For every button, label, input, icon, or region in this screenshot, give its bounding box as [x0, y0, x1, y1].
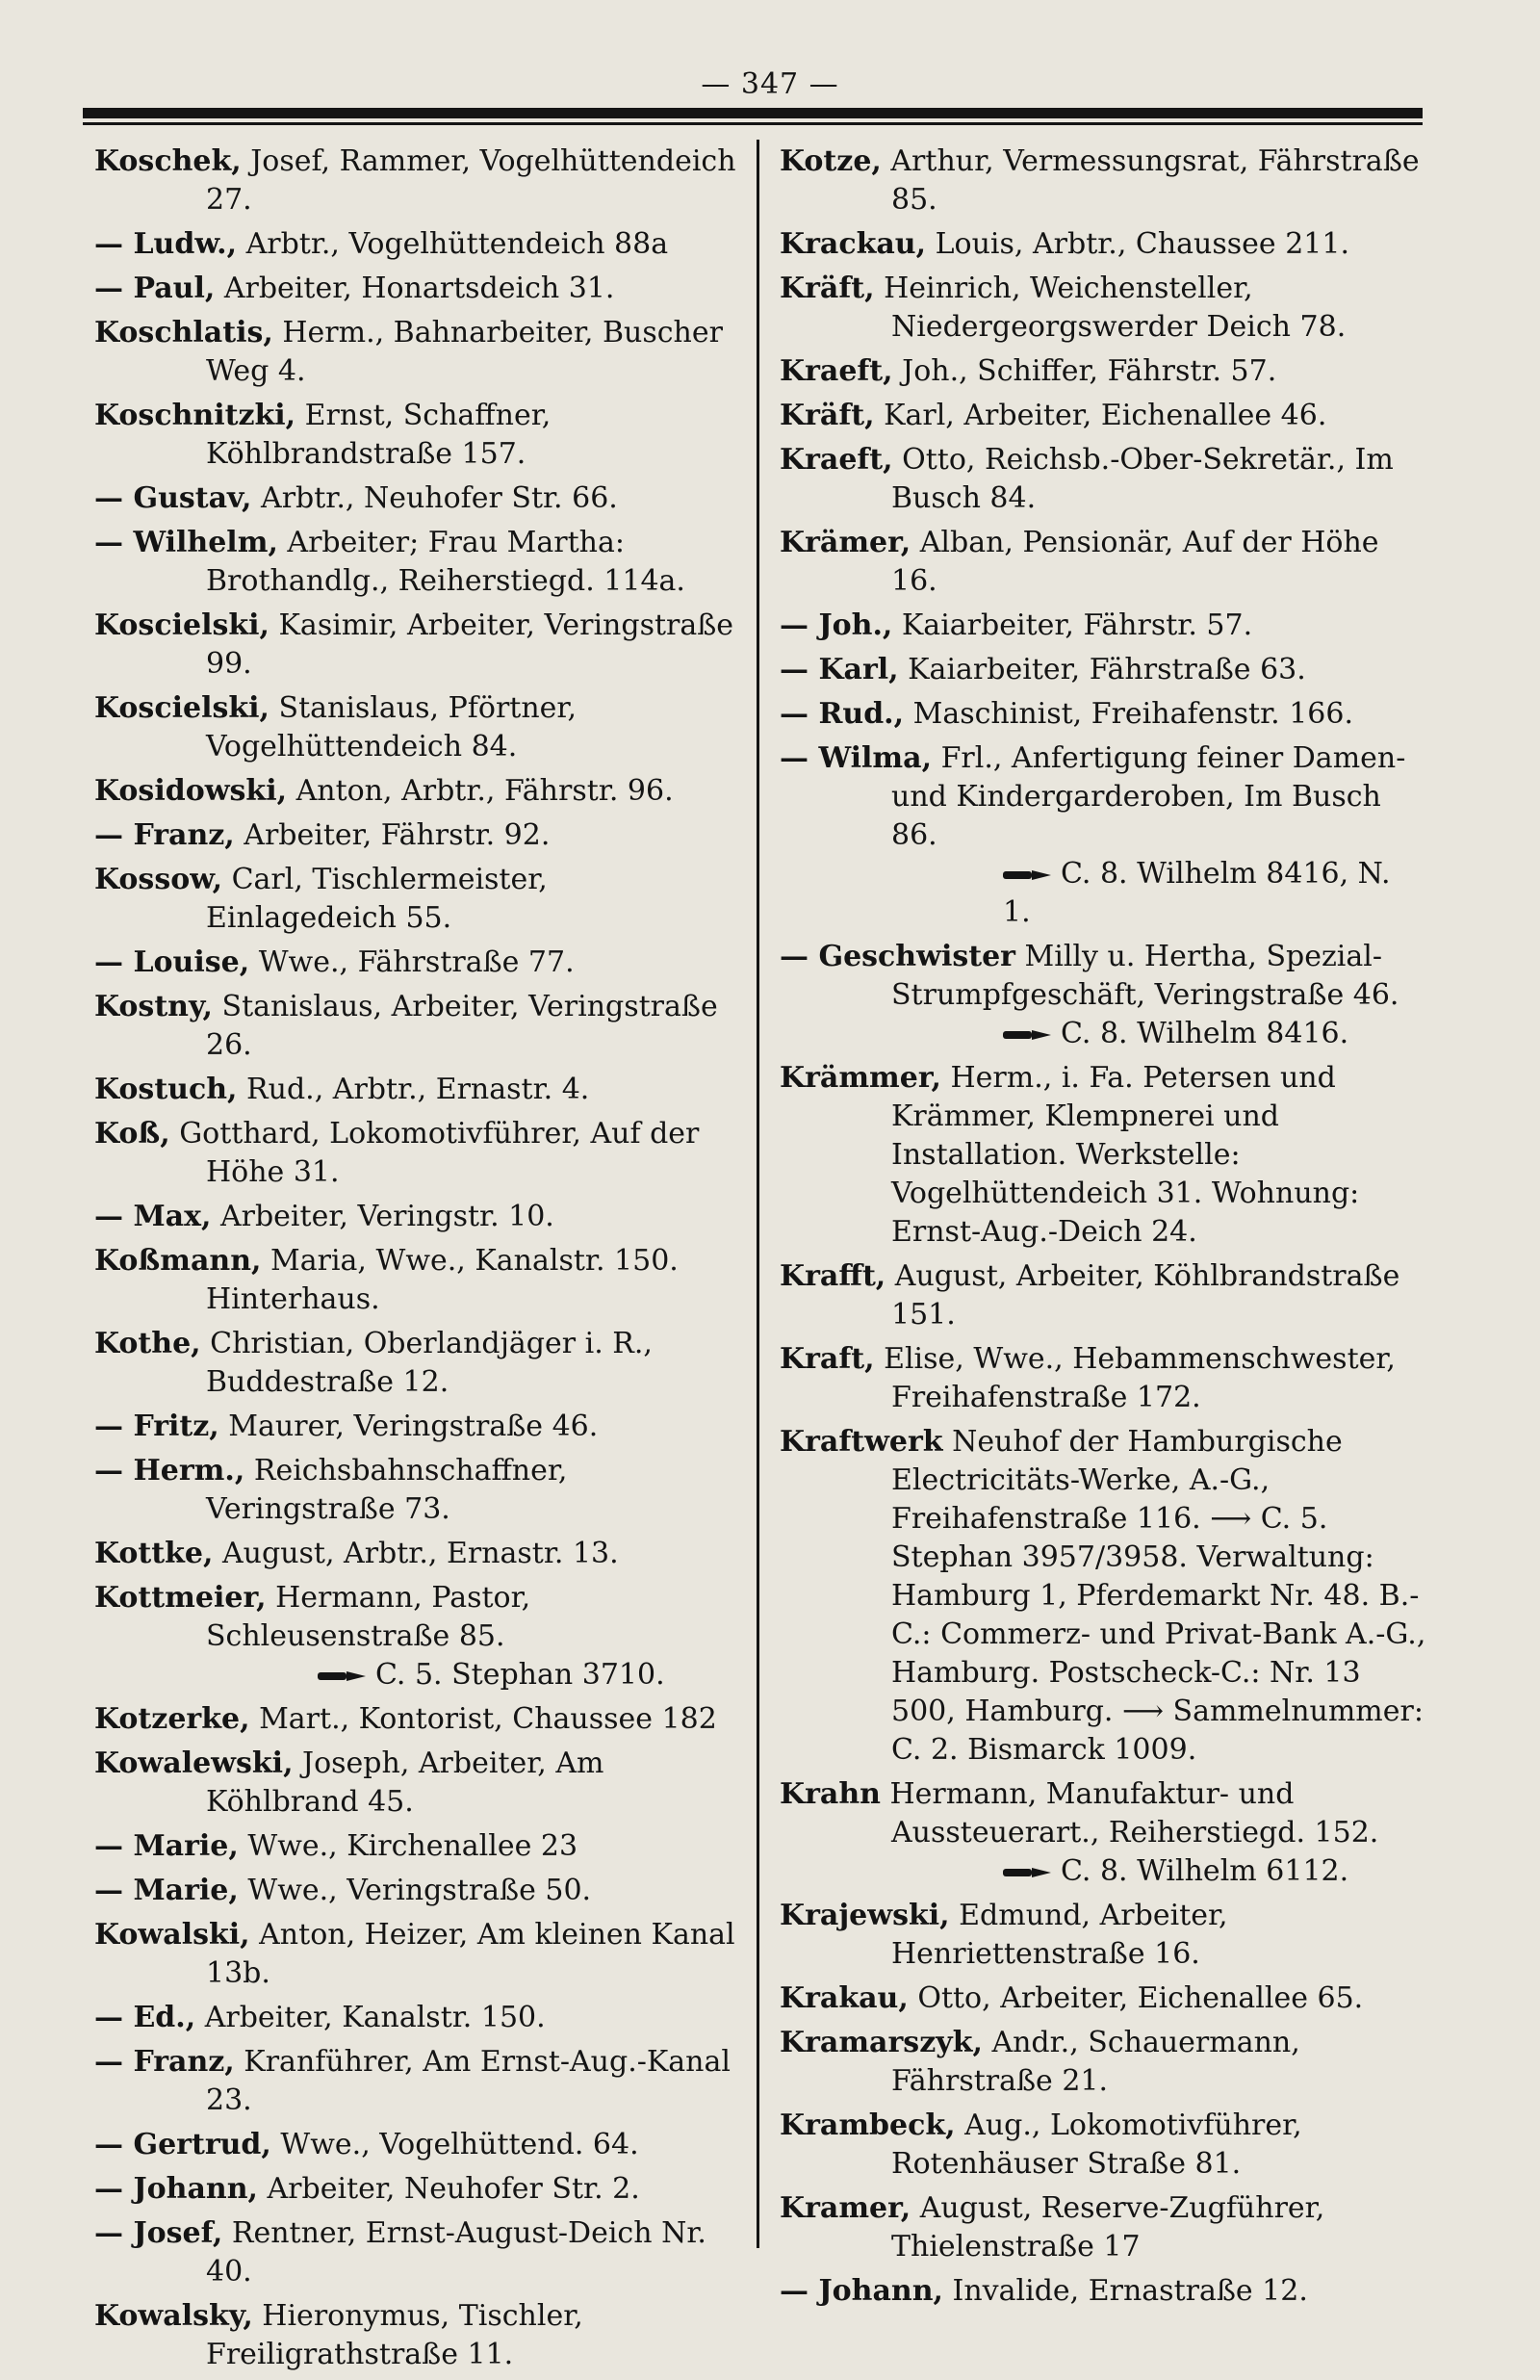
entry-details: Joseph, Arbeiter, Am Köhlbrand 45.	[206, 1746, 604, 1819]
entry-surname: Kotzerke,	[94, 1702, 250, 1736]
entry-surname: — Rud.,	[780, 697, 905, 731]
entry-details: August, Arbeiter, Köhlbrandstraße 151.	[886, 1259, 1400, 1332]
directory-entry	[780, 1257, 1426, 1334]
entry-details: Kasimir, Arbeiter, Veringstraße 99.	[206, 608, 734, 681]
entry-surname: Kothe,	[94, 1327, 201, 1360]
directory-entry	[94, 479, 741, 518]
entry-surname: — Joh.,	[780, 608, 893, 642]
entry-surname: Kottke,	[94, 1537, 214, 1570]
entry-surname: — Josef,	[94, 2216, 223, 2250]
page-number: — 347 —	[701, 67, 839, 101]
entry-surname: Kraftwerk	[780, 1425, 943, 1459]
header-rule-thin	[83, 122, 1423, 125]
entry-details: Christian, Oberlandjäger i. R., Buddestraße 12.	[200, 1327, 653, 1399]
directory-entry	[94, 2214, 741, 2291]
entry-surname: Kottmeier,	[94, 1581, 267, 1615]
entry-details: Arbeiter, Neuhofer Str. 2.	[257, 2172, 640, 2206]
entry-surname: Koschek,	[94, 144, 242, 178]
entry-details: Alban, Pensionär, Auf der Höhe 16.	[891, 526, 1379, 598]
entry-surname: — Paul,	[94, 272, 216, 305]
entry-surname: Kostny,	[94, 990, 213, 1023]
entry-details: Kaiarbeiter, Fährstr. 57.	[892, 608, 1253, 642]
directory-entry	[94, 1325, 741, 1402]
entry-details: Arbtr., Vogelhüttendeich 88a	[237, 227, 669, 261]
entry-details: Wwe., Kirchenallee 23	[238, 1829, 578, 1863]
entry-surname: Koßmann,	[94, 1244, 262, 1278]
entry-details: Maurer, Veringstraße 46.	[218, 1410, 599, 1443]
entry-surname: Koscielski,	[94, 608, 270, 642]
entry-surname: — Ludw.,	[94, 227, 238, 261]
entry-surname: — Johann,	[780, 2274, 943, 2308]
directory-entry	[780, 524, 1426, 601]
entry-surname: — Marie,	[94, 1874, 239, 1907]
directory-entry	[780, 352, 1426, 391]
entry-surname: — Gustav,	[94, 481, 252, 515]
right-column	[780, 142, 1426, 2316]
entry-details: Hieronymus, Tischler, Freiligrathstraße 11.	[206, 2299, 583, 2371]
entry-surname: Kostuch,	[94, 1073, 238, 1106]
entry-surname: — Franz,	[94, 818, 235, 852]
directory-entry	[780, 1340, 1426, 1417]
directory-entry	[94, 1579, 741, 1694]
directory-entry	[94, 1916, 741, 1993]
directory-entry	[780, 1897, 1426, 1974]
column-divider	[757, 140, 759, 2248]
entry-telephone	[206, 1656, 741, 1694]
entry-surname: Koscielski,	[94, 691, 270, 725]
directory-entry	[94, 1452, 741, 1529]
entry-surname: Kramer,	[780, 2191, 911, 2225]
directory-entry	[94, 1242, 741, 1319]
telephone-icon	[1003, 1866, 1051, 1879]
entry-surname: — Max,	[94, 1200, 212, 1233]
entry-details: Neuhof der Hamburgische Electricitäts-Werke, A.-G., Freihafenstraße 116. ⟶ C. 5. Stephan 3957/3958. Verwaltung: Hamburg 1, Pferdemarkt Nr. 48. B.-C.: Commerz- und Privat-Bank A.-G., Hamburg. Postscheck-C.: Nr. 13 500, Hamburg. ⟶ Sammelnummer: C. 2. Bismarck 1009.	[891, 1425, 1426, 1767]
directory-entry	[780, 2189, 1426, 2266]
directory-entry	[94, 816, 741, 855]
directory-entry	[94, 1115, 741, 1192]
entry-surname: Kossow,	[94, 863, 223, 896]
directory-entry	[94, 944, 741, 982]
entry-surname: Kräft,	[780, 272, 875, 305]
entry-surname: — Louise,	[94, 945, 250, 979]
directory-entry	[94, 1745, 741, 1822]
directory-entry	[780, 270, 1426, 347]
directory-entry	[94, 1408, 741, 1446]
entry-surname: Kowalski,	[94, 1918, 250, 1952]
directory-entry	[94, 1198, 741, 1236]
entry-details: August, Arbtr., Ernastr. 13.	[213, 1537, 619, 1570]
directory-entry	[94, 2043, 741, 2120]
directory-entry	[94, 689, 741, 766]
entry-details: Mart., Kontorist, Chaussee 182	[249, 1702, 717, 1736]
directory-entry	[780, 1059, 1426, 1252]
directory-entry	[780, 651, 1426, 689]
directory-entry	[780, 142, 1426, 220]
entry-details: Rud., Arbtr., Ernastr. 4.	[237, 1073, 590, 1106]
entry-details: Andr., Schauermann, Fährstraße 21.	[891, 2026, 1300, 2098]
directory-entry	[780, 225, 1426, 264]
entry-details: Heinrich, Weichensteller, Niedergeorgswerder Deich 78.	[874, 272, 1347, 344]
directory-entry	[780, 1979, 1426, 2018]
entry-details: Ernst, Schaffner, Köhlbrandstraße 157.	[206, 399, 552, 471]
entry-details: Arbtr., Neuhofer Str. 66.	[251, 481, 618, 515]
entry-details: Hermann, Manufaktur- und Aussteuerart., Reiherstiegd. 152.	[880, 1777, 1379, 1850]
entry-details: Gotthard, Lokomotivführer, Auf der Höhe 31.	[169, 1117, 700, 1189]
entry-surname: Krafft,	[780, 1259, 886, 1293]
entry-details: Rentner, Ernst-August-Deich Nr. 40.	[206, 2216, 706, 2289]
directory-entry	[94, 1700, 741, 1739]
entry-details: Reichsbahnschaffner, Veringstraße 73.	[206, 1454, 568, 1526]
entry-surname: Kraeft,	[780, 354, 893, 388]
entry-surname: — Herm.,	[94, 1454, 245, 1488]
entry-details: Anton, Heizer, Am kleinen Kanal 13b.	[206, 1918, 735, 1990]
header-rule-thick	[83, 108, 1423, 118]
entry-surname: Krakau,	[780, 1981, 909, 2015]
entry-surname: Krackau,	[780, 227, 927, 261]
entry-details: Carl, Tischlermeister, Einlagedeich 55.	[206, 863, 548, 935]
entry-details: Arbeiter, Kanalstr. 150.	[195, 2001, 546, 2034]
telephone-icon	[318, 1669, 366, 1683]
entry-surname: — Fritz,	[94, 1410, 219, 1443]
entry-surname: — Karl,	[780, 653, 899, 686]
entry-details: Elise, Wwe., Hebammenschwester, Freihafenstraße 172.	[874, 1342, 1396, 1414]
entry-details: Kranführer, Am Ernst-Aug.-Kanal 23.	[206, 2045, 731, 2117]
telephone-number: C. 8. Wilhelm 8416.	[1061, 1017, 1349, 1050]
entry-details: Maschinist, Freihafenstr. 166.	[904, 697, 1354, 731]
entry-details: Josef, Rammer, Vogelhüttendeich 27.	[206, 144, 736, 217]
directory-entry	[780, 938, 1426, 1053]
entry-telephone	[891, 1852, 1426, 1891]
directory-entry	[780, 607, 1426, 645]
telephone-number: C. 5. Stephan 3710.	[375, 1658, 665, 1692]
entry-details: Arbeiter, Fährstr. 92.	[234, 818, 551, 852]
directory-entry	[94, 1827, 741, 1866]
entry-surname: — Gertrud,	[94, 2128, 271, 2161]
telephone-icon	[1003, 1028, 1051, 1042]
directory-entry	[94, 1872, 741, 1910]
telephone-number: C. 8. Wilhelm 6112.	[1061, 1854, 1349, 1888]
entry-details: Stanislaus, Pförtner, Vogelhüttendeich 84.	[206, 691, 577, 763]
entry-surname: Kowalewski,	[94, 1746, 294, 1780]
entry-surname: — Johann,	[94, 2172, 258, 2206]
directory-entry	[780, 1775, 1426, 1891]
entry-surname: — Geschwister	[780, 940, 1015, 973]
entry-surname: Kraeft,	[780, 443, 893, 477]
entry-surname: — Ed.,	[94, 2001, 196, 2034]
entry-surname: — Wilhelm,	[94, 526, 278, 559]
directory-entry	[94, 225, 741, 264]
entry-details: Arbeiter, Veringstr. 10.	[211, 1200, 554, 1233]
entry-details: Wwe., Vogelhüttend. 64.	[270, 2128, 639, 2161]
entry-details: Kaiarbeiter, Fährstraße 63.	[898, 653, 1306, 686]
entry-details: Arbeiter, Honartsdeich 31.	[215, 272, 615, 305]
entry-surname: Koß,	[94, 1117, 170, 1151]
directory-entry	[780, 1423, 1426, 1770]
entry-details: Wwe., Fährstraße 77.	[249, 945, 575, 979]
directory-entry	[780, 397, 1426, 435]
entry-surname: Krambeck,	[780, 2108, 956, 2142]
directory-entry	[94, 861, 741, 938]
directory-entry	[94, 524, 741, 601]
directory-entry	[94, 142, 741, 220]
entry-details: Otto, Arbeiter, Eichenallee 65.	[908, 1981, 1364, 2015]
entry-surname: Krämer,	[780, 526, 911, 559]
directory-entry	[94, 314, 741, 391]
entry-details: August, Reserve-Zugführer, Thielenstraße 17	[891, 2191, 1325, 2264]
entry-telephone	[891, 1015, 1426, 1053]
directory-entry	[780, 695, 1426, 734]
entry-details: Arbeiter; Frau Martha: Brothandlg., Reiherstiegd. 114a.	[206, 526, 685, 598]
directory-entry	[94, 607, 741, 684]
entry-surname: Krämmer,	[780, 1061, 941, 1095]
entry-details: Otto, Reichsb.-Ober-Sekretär., Im Busch 84.	[891, 443, 1394, 515]
directory-entry	[94, 772, 741, 811]
entry-details: Frl., Anfertigung feiner Damen- und Kindergarderoben, Im Busch 86.	[891, 741, 1406, 852]
entry-details: Invalide, Ernastraße 12.	[942, 2274, 1308, 2308]
directory-entry	[94, 397, 741, 474]
left-column	[94, 142, 741, 2380]
entry-surname: — Franz,	[94, 2045, 235, 2079]
entry-details: Karl, Arbeiter, Eichenallee 46.	[874, 399, 1327, 432]
directory-entry	[94, 1999, 741, 2037]
directory-entry	[780, 739, 1426, 932]
directory-entry	[94, 2126, 741, 2164]
entry-surname: Koschnitzki,	[94, 399, 296, 432]
entry-details: Anton, Arbtr., Fährstr. 96.	[287, 774, 674, 808]
entry-surname: — Wilma,	[780, 741, 933, 775]
entry-surname: — Marie,	[94, 1829, 239, 1863]
entry-details: Herm., i. Fa. Petersen und Krämmer, Klempnerei und Installation. Werkstelle: Vogelhüttendeich 31. Wohnung: Ernst-Aug.-Deich 24.	[891, 1061, 1360, 1249]
entry-details: Arthur, Vermessungsrat, Fährstraße 85.	[881, 144, 1420, 217]
telephone-icon	[1003, 868, 1051, 882]
entry-surname: Krahn	[780, 1777, 881, 1811]
entry-surname: Kramarszyk,	[780, 2026, 983, 2059]
entry-surname: Krajewski,	[780, 1899, 950, 1932]
telephone-number: C. 8. Wilhelm 8416, N. 1.	[1003, 857, 1391, 929]
entry-surname: Kotze,	[780, 144, 882, 178]
directory-entry	[94, 270, 741, 308]
entry-details: Joh., Schiffer, Fährstr. 57.	[892, 354, 1277, 388]
directory-entry	[94, 988, 741, 1065]
directory-entry	[94, 1071, 741, 1109]
entry-details: Stanislaus, Arbeiter, Veringstraße 26.	[206, 990, 718, 1062]
entry-details: Maria, Wwe., Kanalstr. 150. Hinterhaus.	[206, 1244, 679, 1316]
directory-entry	[780, 2024, 1426, 2101]
directory-entry	[780, 441, 1426, 518]
entry-details: Louis, Arbtr., Chaussee 211.	[926, 227, 1350, 261]
entry-surname: Kräft,	[780, 399, 875, 432]
entry-details: Milly u. Hertha, Spezial-Strumpfgeschäft, Veringstraße 46.	[891, 940, 1399, 1012]
directory-entry	[780, 2107, 1426, 2184]
entry-telephone	[891, 855, 1426, 932]
entry-surname: Kowalsky,	[94, 2299, 253, 2333]
entry-surname: Koschlatis,	[94, 316, 273, 349]
entry-details: Wwe., Veringstraße 50.	[238, 1874, 592, 1907]
directory-entry	[94, 2297, 741, 2374]
entry-details: Edmund, Arbeiter, Henriettenstraße 16.	[891, 1899, 1228, 1971]
entry-details: Hermann, Pastor, Schleusenstraße 85.	[206, 1581, 531, 1653]
entry-surname: Kosidowski,	[94, 774, 288, 808]
directory-entry	[94, 1535, 741, 1573]
entry-surname: Kraft,	[780, 1342, 875, 1376]
entry-details: Aug., Lokomotivführer, Rotenhäuser Straße 81.	[891, 2108, 1302, 2181]
entry-details: Herm., Bahnarbeiter, Buscher Weg 4.	[206, 316, 723, 388]
directory-entry	[780, 2272, 1426, 2311]
directory-entry	[94, 2170, 741, 2209]
